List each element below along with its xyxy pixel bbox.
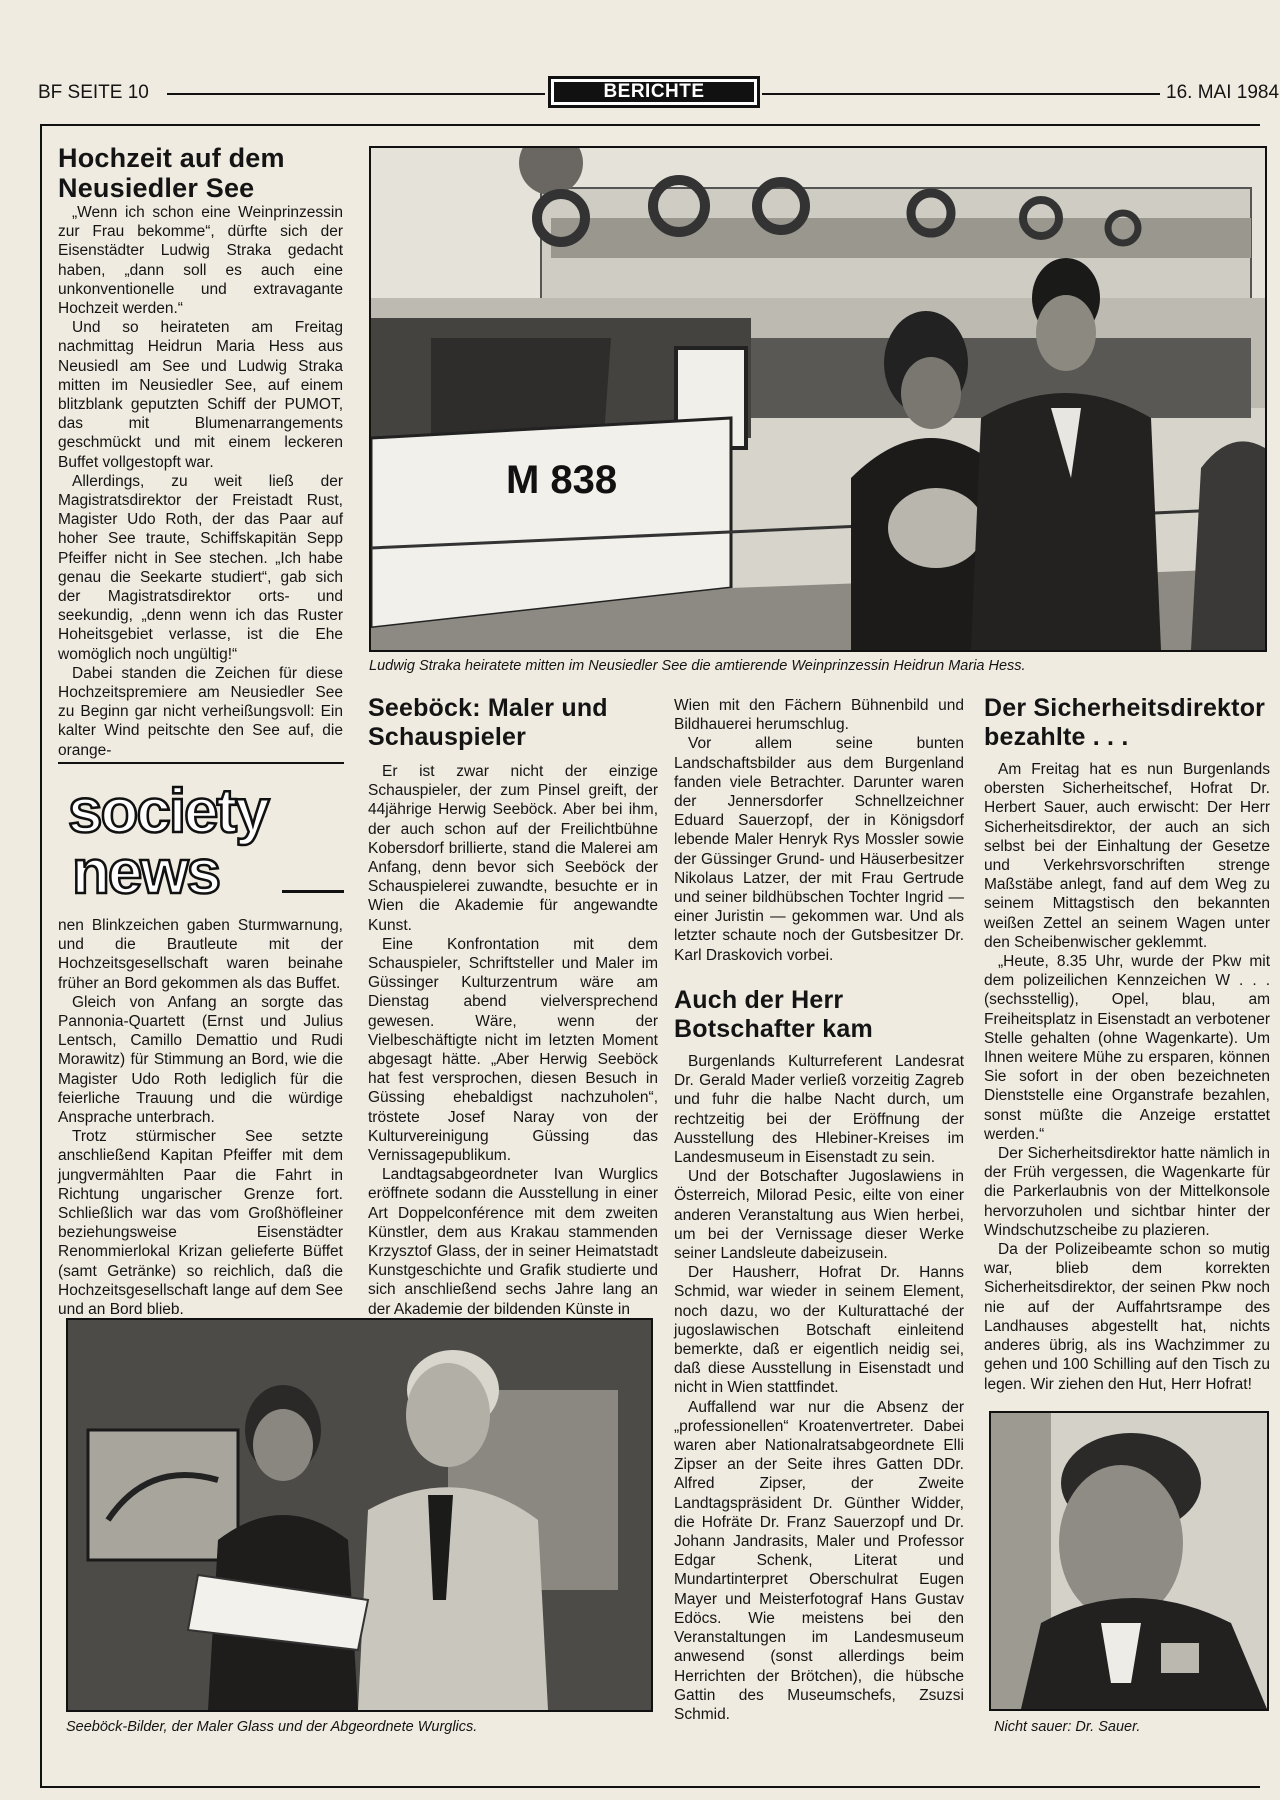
- seebock-article-cont: [674, 696, 964, 965]
- seebock-headline: Seeböck: Maler und Schauspieler: [368, 694, 608, 751]
- ambassador-headline: Auch der Herr Botschafter kam: [674, 986, 873, 1043]
- ambassador-para-3: Der Hausherr, Hofrat Dr. Hanns Schmid, war wieder in seinem Element, noch dazu, wo der Kulturattaché der jugoslawischen Botschaft einleitend bemerkte, daß er eigentlich neidig sei, daß diese Ausstellung in Eisenstadt und nicht in Wien stattfindet.: [674, 1264, 964, 1397]
- page-label: BF SEITE 10: [38, 82, 149, 103]
- security-article: [984, 694, 1270, 1394]
- seebock-para-2: Eine Konfrontation mit dem Schauspieler, Schriftsteller und Maler im Güssinger Kulturzentrum wäre am Dienstag abend vielversprechend gewesen. Wäre, wenn der Vielbeschäftigte nicht im letzten Moment abgesagt hätte. „Aber Herwig Seeböck hat fest versprochen, diesen Besuch in Güssing ehebaldigst nachzuholen“, tröstete Josef Naray von der Kulturvereinigung Güssing das Vernissagepublikum.: [368, 935, 658, 1165]
- seebock-para-3: Landtagsabgeordneter Ivan Wurglics eröffnete sodann die Ausstellung in einer Art Doppelconférence mit dem zweiten Künstler, dem aus Krakau stammenden Krzysztof Glass, der in seiner Heimatstadt Kunstgeschichte und Grafik studierte und sich anschließend sechs Jahre lang an der Akademie der bildenden Künste in: [368, 1166, 658, 1318]
- security-headline: Der Sicherheitsdirektor bezahlte . . .: [984, 694, 1266, 751]
- security-para-2: „Heute, 8.35 Uhr, wurde der Pkw mit dem polizeilichen Kennzeichen W . . . (sechsstellig), Opel, blau, am Freiheitsplatz in Eisenstadt an verbotener Stelle gehalten (ohne Wagenkarte). Um Ihnen weitere Mühe zu ersparen, können Sie sofort in der oben bezeichneten Dienststelle eine Organstrafe bezahlen, sonst müßte die Anzeige erstattet werden.“: [984, 953, 1270, 1143]
- society-news-logo: [58, 758, 346, 906]
- wedding-para-4: Dabei standen die Zeichen für diese Hochzeitspremiere am Neusiedler See zu Beginn gar nicht verheißungsvoll: Ein kalter Wind peitschte den See auf, die orange-: [58, 664, 343, 759]
- page-date: 16. MAI 1984: [1166, 82, 1280, 103]
- wedding-article-cont: [58, 916, 343, 1319]
- sauer-photo-caption: Nicht sauer: Dr. Sauer.: [994, 1719, 1141, 1735]
- ambassador-para-1: Burgenlands Kulturreferent Landesrat Dr. Gerald Mader verließ vorzeitig Zagreb und fuhr die halbe Nacht durch, um rechtzeitig bei der Eröffnung der Ausstellung des Hlebiner-Kreises im Landesmuseum in Eisenstadt zu sein.: [674, 1053, 964, 1167]
- exhibition-photo-caption: Seeböck-Bilder, der Maler Glass und der Abgeordnete Wurglics.: [66, 1719, 478, 1735]
- wedding-para-6: Gleich von Anfang an sorgte das Pannonia-Quartett (Ernst und Julius Lentsch, Camillo Demattio und Rudi Morawitz) für Stimmung an Bord, wie die Magister Udo Roth lediglich für die feierliche Trauung und die würdige Ansprache unterbrach.: [58, 993, 343, 1127]
- boat-number: M 838: [506, 458, 618, 502]
- ambassador-para-4: Auffallend war nur die Absenz der „professionellen“ Kroatenvertreter. Dabei waren aber Nationalratsabgeordnete Elli Zipser an der Seite ihres Gatten DDr. Alfred Zipser, der Zweite Landtagspräsident Dr. Günther Widder, die Hofräte Dr. Franz Sauerzopf und Dr. Johann Jandrasits, Maler und Professor Edgar Schenk, Literat und Mundartinterpret Oberschulrat Eugen Mayer und Meisterfotograf Hans Gustav Edöcs. Wie meistens bei den Veranstaltungen im Landesmuseum anwesend (sonst allerdings beim Herrichten der Brötchen), die hübsche Gattin des Museumschefs, Zsuzsi Schmid.: [674, 1398, 964, 1723]
- section-badge: [548, 76, 760, 108]
- wedding-photo-caption: Ludwig Straka heiratete mitten im Neusiedler See die amtierende Weinprinzessin Heidrun Maria Hess.: [369, 658, 1026, 674]
- logo-line-1: society: [68, 777, 268, 846]
- wedding-para-2: Und so heirateten am Freitag nachmittag Heidrun Maria Hess aus Neusiedl am See und Ludwig Straka mitten im Neusiedler See, auf einem blitzblank geputzten Schiff der PUMOT, das mit Blumenarrangements geschmückt und mit einem leckeren Buffet vollgestopft war.: [58, 319, 343, 471]
- security-para-3: Der Sicherheitsdirektor hatte nämlich in der Früh vergessen, die Wagenkarte für die Parkerlaubnis von der Mittelkonsole hervorzuholen und sichtbar hinter der Windschutzscheibe zu plazieren.: [984, 1145, 1270, 1239]
- header-rule-left: [167, 93, 545, 95]
- security-para-1: Am Freitag hat es nun Burgenlands obersten Sicherheitschef, Hofrat Dr. Herbert Sauer, auch erwischt: Der Herr Sicherheitsdirektor, der auch an sich selbst bei der Einhaltung der Gesetze und Verkehrsvorschriften strenge Maßstäbe anlegt, fand auf dem Weg zu seinem Mittagstisch den bekannten weißen Zettel an seinem Wagen unter den Scheibenwischer geklemmt.: [984, 761, 1270, 951]
- seebock-article: [368, 694, 658, 1319]
- wedding-headline: Hochzeit auf dem Neusiedler See: [58, 143, 285, 203]
- seebock-para-4: Wien mit den Fächern Bühnenbild und Bildhauerei herumschlug.: [674, 697, 964, 734]
- logo-line-2: news: [72, 838, 220, 906]
- wedding-para-5: nen Blinkzeichen gaben Sturmwarnung, und die Brautleute mit der Hochzeitsgesellschaft waren beinahe früher an Bord gekommen als das Buffet.: [58, 917, 343, 992]
- seebock-para-5: Vor allem seine bunten Landschaftsbilder aus dem Burgenland fanden viele Betrachter. Darunter waren der Jennersdorfer Schnellzeichner Eduard Sauerzopf, der in Königsdorf lebende Maler Henryk Rys Mossler sowie der Güssinger Grund- und Häuserbesitzer Nikolaus Latzer, der mit Frau Gertrude und seiner bildhübschen Tochter Ingrid — einer Juristin — gekommen war. Und als letzter schaute noch der Gutsbesitzer Dr. Karl Draskovich vorbei.: [674, 735, 964, 964]
- logo-rule-top: [58, 762, 344, 764]
- wedding-article: [58, 143, 343, 760]
- wedding-para-7: Trotz stürmischer See setzte anschließend Kapitan Pfeiffer mit dem jungvermählten Paar die Fahrt in Richtung ungarischer Grenze fort. Schließlich war das vom Großhöfleiner beziehungsweise Eisenstädter Renommierlokal Krizan gelieferte Büffet (samt Getränke) so reichlich, daß die Hochzeitsgesellschaft lange auf dem See und an Bord blieb.: [58, 1128, 343, 1319]
- wedding-boat-photo: [369, 146, 1267, 652]
- ambassador-article: [674, 986, 964, 1724]
- wedding-para-1: „Wenn ich schon eine Weinprinzessin zur Frau bekomme“, dürfte sich der Eisenstädter Ludwig Straka gedacht haben, „dann soll es auch eine unkonventionelle und extravagante Hochzeit werden.“: [58, 204, 343, 318]
- wedding-para-3: Allerdings, zu weit ließ der Magistratsdirektor der Freistadt Rust, Magister Udo Roth, der das Paar auf hoher See traute, Schiffskapitän Sepp Pfeiffer nicht in See stechen. „Ich habe genau die Seekarte studiert“, gab sich der Magistratsdirektor orts- und seekundig, „denn wenn ich das Ruster Hoheitsgebiet verlasse, ist die Ehe womöglich noch ungültig!“: [58, 472, 343, 663]
- header-rule-right: [762, 93, 1160, 95]
- exhibition-photo: [66, 1318, 653, 1712]
- section-label: BERICHTE: [554, 82, 754, 102]
- sauer-photo: [989, 1411, 1269, 1711]
- ambassador-para-2: Und der Botschafter Jugoslawiens in Österreich, Milorad Pesic, eilte von einer anderen Veranstaltung aus Wien herbei, um bei der Vernissage dieser Werke seiner Landsleute dabeizusein.: [674, 1168, 964, 1263]
- seebock-para-1: Er ist zwar nicht der einzige Schauspieler, der zum Pinsel greift, der 44jährige Herwig Seeböck. Aber bei ihm, der auch schon auf der Freilichtbühne Kobersdorf brillierte, stand die Malerei am Anfang, denn bevor sich Seeböck der Schauspielerei zuwandte, besuchte er in Wien die Akademie für angewandte Kunst.: [368, 763, 658, 934]
- security-para-4: Da der Polizeibeamte schon so mutig war, blieb dem korrekten Sicherheitsdirektor, der seinen Pkw noch nie auf der Auffahrtsrampe des Landhauses abgestellt hat, nichts anderes übrig, als ins Wachzimmer zu gehen und 100 Schilling auf den Tisch zu legen. Wir ziehen den Hut, Herr Hofrat!: [984, 1241, 1270, 1393]
